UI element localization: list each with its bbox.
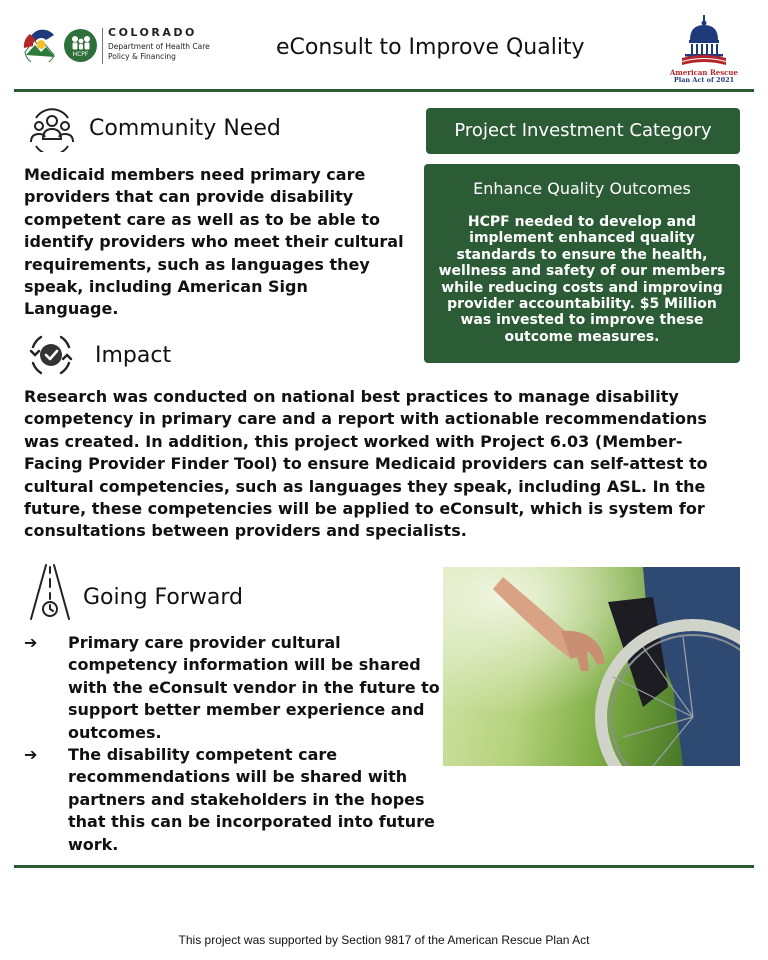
colorado-c-logo-icon (22, 28, 60, 62)
department-name-line1: Department of Health Care (108, 42, 210, 51)
community-need-text: Medicaid members need primary care providers that can provide disability competent care as well as to be able to identify providers who meet their cultural requirements, such as languages they speak, including American Sign Language. (24, 165, 404, 319)
impact-target-check-icon (27, 331, 75, 379)
hcpf-badge-text: HCPF (72, 51, 89, 58)
footer-divider (14, 865, 754, 868)
department-name-line2: Policy & Financing (108, 52, 176, 61)
road-forward-icon (29, 563, 71, 621)
going-forward-list (24, 632, 444, 856)
hcpf-logo (22, 26, 222, 66)
outcome-title: Enhance Quality Outcomes (473, 179, 691, 198)
arrow-bullet-icon: ➔ (24, 633, 38, 652)
colorado-wordmark: COLORADO (108, 26, 197, 39)
impact-heading: Impact (95, 343, 172, 368)
list-item-text: The disability competent care recommendations will be shared with partners and stakeholders in the hopes that this can be incorporated into future work. (68, 745, 435, 854)
american-rescue-plan-logo (668, 14, 740, 86)
arrow-bullet-icon: ➔ (24, 745, 38, 765)
arpa-logo-line2: Plan Act of 2021 (673, 76, 735, 84)
wheelchair-photo (443, 567, 740, 766)
arpa-logo-line1: American Rescue (670, 68, 738, 77)
header-divider (14, 89, 754, 92)
capitol-dome-icon (668, 14, 740, 70)
logo-divider (102, 28, 103, 64)
community-people-icon (28, 104, 76, 152)
going-forward-heading: Going Forward (83, 585, 243, 610)
list-item-text: Primary care provider cultural competency information will be shared with the eConsult vendor in the future to support better member experience and outcomes. (68, 633, 440, 742)
project-investment-category-label: Project Investment Category (426, 108, 740, 154)
funding-acknowledgement: This project was supported by Section 9817 of the American Rescue Plan Act (178, 933, 590, 947)
community-need-heading: Community Need (89, 116, 281, 141)
document-title: eConsult to Improve Quality (276, 35, 585, 60)
list-item (24, 744, 444, 856)
wheelchair-illustration-icon (443, 567, 740, 766)
enhance-quality-outcomes-box (424, 164, 740, 363)
outcome-description: HCPF needed to develop and implement enhanced quality standards to ensure the health, wellness and safety of our members while reducing costs and improving provider accountability. $5 Million was invested to improve these outcome measures. (438, 214, 726, 345)
hcpf-badge (64, 29, 97, 62)
list-item (24, 632, 444, 744)
impact-text: Research was conducted on national best practices to manage disability competency in primary care and a report with actionable recommendations was created. In addition, this project worked with Project 6.03 (Member-Facing Provider Finder Tool) to ensure Medicaid providers can self-attest to cultural competencies, such as languages they speak, including ASL. In the future, these competencies will be applied to eConsult, which is system for consultations between providers and specialists. (24, 387, 708, 541)
